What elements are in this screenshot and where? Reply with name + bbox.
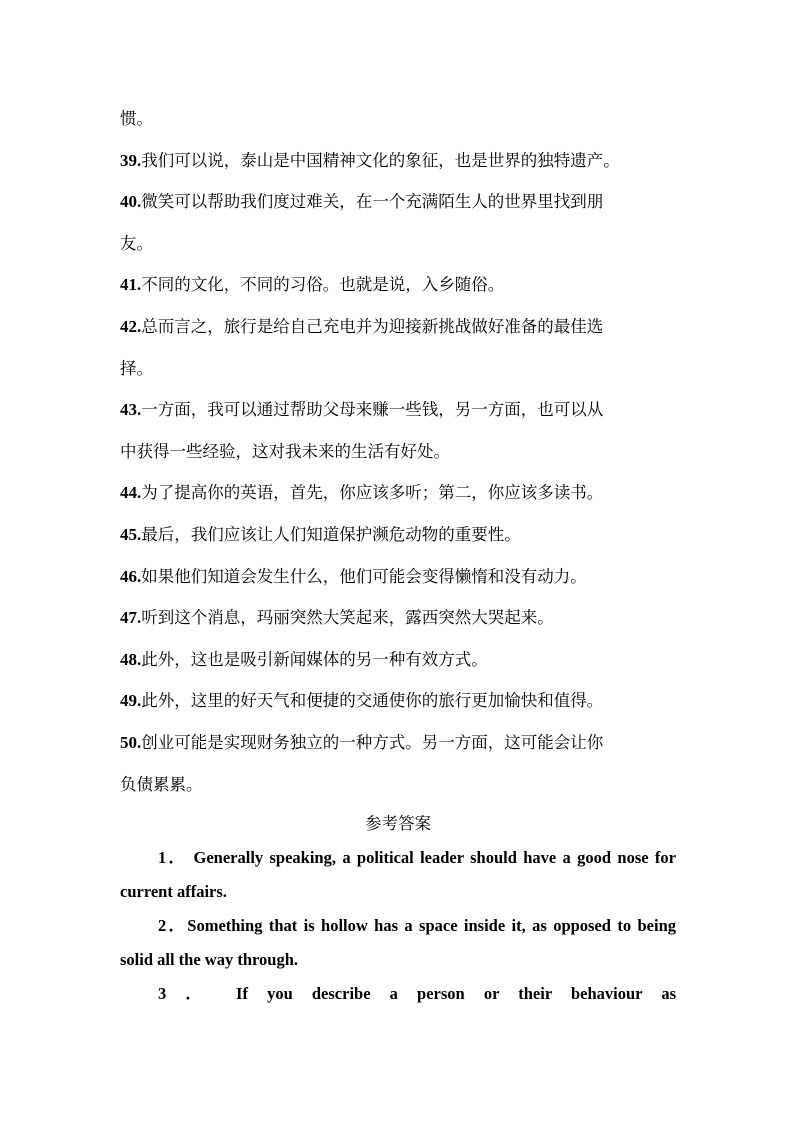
- translation-line: [120, 223, 676, 265]
- translation-line: [120, 680, 676, 722]
- item-number: 42.: [120, 316, 142, 336]
- translation-line: [120, 348, 676, 390]
- translation-line: [120, 556, 676, 598]
- item-number: 41.: [120, 275, 142, 295]
- translation-line: [120, 472, 676, 514]
- item-text: 听到这个消息，玛丽突然大笑起来，露西突然大哭起来。: [141, 608, 554, 628]
- item-text: 惯。: [120, 109, 153, 128]
- item-number: 50.: [120, 732, 142, 752]
- item-text: 最后，我们应该让人们知道保护濒危动物的重要性。: [141, 524, 521, 544]
- translation-line: [120, 722, 676, 764]
- translation-line: [120, 264, 676, 306]
- item-number: 45.: [120, 524, 142, 544]
- answer-item: 2．Something that is hollow has a space inside it, as opposed to being solid all the way through.: [120, 916, 676, 970]
- translation-line: [120, 181, 676, 223]
- item-text: 友。: [120, 233, 153, 253]
- item-number: 43.: [120, 400, 142, 420]
- item-text: 不同的文化，不同的习俗。也就是说，入乡随俗。: [141, 275, 505, 295]
- item-text: 此外，这里的好天气和便捷的交通使你的旅行更加愉快和值得。: [141, 691, 604, 711]
- item-number: 46.: [120, 566, 142, 586]
- item-text: 我们可以说，泰山是中国精神文化的象征，也是世界的独特遗产。: [141, 150, 620, 170]
- translation-line: [120, 639, 676, 681]
- item-text: 总而言之，旅行是给自己充电并为迎接新挑战做好准备的最佳选: [141, 316, 604, 336]
- translation-line: [120, 306, 676, 348]
- answer-item: 3 ． If you describe a person or their behaviour as: [158, 984, 676, 1004]
- item-text: 中获得一些经验，这对我未来的生活有好处。: [120, 441, 450, 461]
- item-number: 44.: [120, 483, 142, 503]
- answers-heading: 参考答案: [365, 814, 431, 834]
- item-text: 创业可能是实现财务独立的一种方式。另一方面，这可能会让你: [141, 732, 604, 752]
- translation-line: [120, 389, 676, 431]
- item-number: 49.: [120, 691, 142, 711]
- item-text: 如果他们知道会发生什么，他们可能会变得懒惰和没有动力。: [141, 566, 587, 586]
- translation-line: [120, 514, 676, 556]
- answer-item: 1． Generally speaking, a political leader should have a good nose for current affairs.: [120, 848, 676, 902]
- item-text: 一方面，我可以通过帮助父母来赚一些钱，另一方面，也可以从: [141, 400, 604, 420]
- item-number: 48.: [120, 649, 142, 669]
- item-number: 39.: [120, 150, 142, 170]
- document-body: [120, 98, 676, 1011]
- translation-line: [120, 764, 676, 806]
- translation-line: [120, 597, 676, 639]
- item-text: 负债累累。: [120, 774, 203, 794]
- item-text: 此外，这也是吸引新闻媒体的另一种有效方式。: [141, 649, 488, 669]
- item-text: 择。: [120, 358, 153, 378]
- translation-line: [120, 140, 676, 182]
- item-number: 40.: [120, 192, 142, 212]
- item-text: 微笑可以帮助我们度过难关，在一个充满陌生人的世界里找到朋: [141, 192, 604, 212]
- item-number: 47.: [120, 608, 142, 628]
- translation-line: [120, 98, 676, 140]
- translation-line: [120, 431, 676, 473]
- item-text: 为了提高你的英语，首先，你应该多听；第二，你应该多读书。: [141, 483, 604, 503]
